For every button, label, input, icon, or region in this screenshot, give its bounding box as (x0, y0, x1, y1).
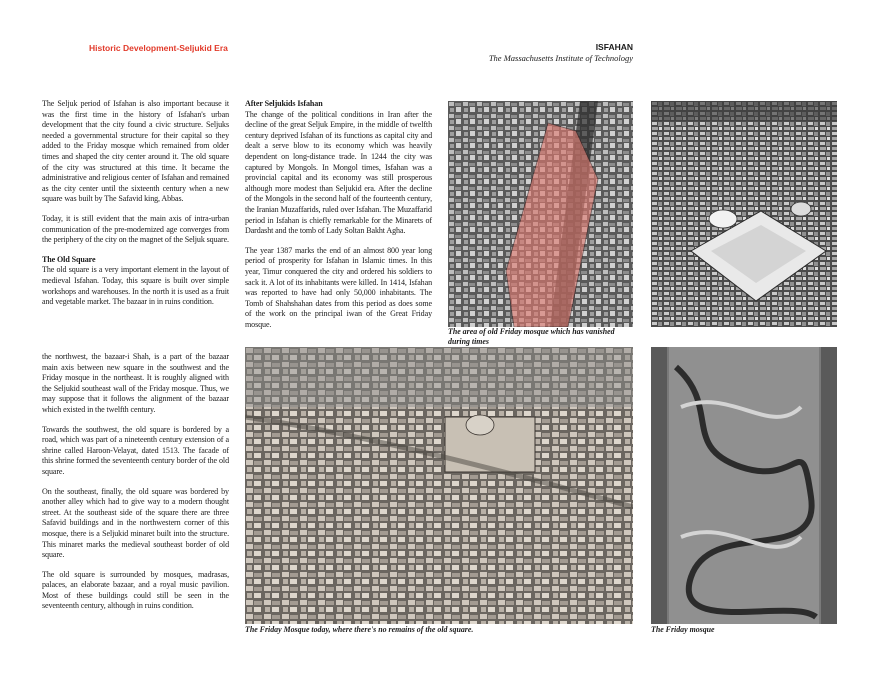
paragraph-timur: The year 1387 marks the end of an almost 800 year long period of prosperity for Isfahan in Islamic times. In this year, Timur conquered the city and ordered his soldiers to sack it. A lot of its inhabitants were killed. In 1414, Isfahan was reported to have had only 50,000 inhabitants. The Tomb of Shahshahan dates from this period as does some of the work on the principal iwan of the Great Friday mosque. (245, 245, 432, 329)
paragraph-main-axis: Today, it is still evident that the main axis of intra-urban communication of the pre-modernized age converges from the periphery of the city on the magnet of the Seljuk square. (42, 213, 229, 245)
document-title: ISFAHAN (595, 42, 633, 52)
caption-friday-mosque-detail: The Friday mosque (651, 625, 715, 634)
aerial-photo-old-mosque-area (448, 101, 633, 327)
middle-column (245, 99, 432, 339)
heading-old-square: The Old Square (42, 254, 96, 264)
caption-old-mosque-area: The area of old Friday mosque which has vanished during times (448, 327, 615, 346)
section-label: Historic Development-Seljukid Era (89, 43, 228, 53)
paragraph-seljuk-period: The Seljuk period of Isfahan is also important because it was the first time in the history of Isfahan's urban development that the city found a civic structure. Seljuks needed a governmental structure for their capital so they added to the Friday mosque which remained from older times and shaped the city center around it. The old square of the city was structured at this time. It became the administrative and religious center of Isfahan and remained as the city center until the sixteenth century when a new square was built by The Safavid king, Abbas. (42, 99, 229, 204)
paragraph-southwest: Towards the southwest, the old square is bordered by a road, which was part of a nineteenth century extension of a shrine called Haroon-Velayat, dated 1513. The facade of this shrine formed the seventeenth century border of the old square. (42, 424, 229, 476)
paragraph-old-square: The old square is a very important element in the layout of medieval Isfahan. Today, this square is built over simple workshops and warehouses. In the north it is used as a fruit and vegetable market. The bazaar in in ruins condition. (42, 265, 229, 307)
paragraph-bazaar: the northwest, the bazaar-i Shah, is a part of the bazaar main axis between new square in the southwest and the Friday mosque in the northeast. It is roughly aligned with the Seljukid southeast wall of the Friday mosque. Thus, we may suppose that it follows the alignment of the bazaar which existed in the twelfth century. (42, 352, 229, 414)
institution-name: The Massachusetts Institute of Technology (488, 53, 633, 63)
left-column-bottom (42, 352, 229, 621)
oblique-photo-mosque-courtyard (651, 101, 837, 327)
page-bottom-fade (0, 640, 879, 676)
paragraph-surroundings: The old square is surrounded by mosques, madrasas, palaces, an elaborate bazaar, and a royal music pavilion. Most of these buildings could still be seen in the seventeenth century, although in ruins condition. (42, 569, 229, 611)
photo-carved-stucco-detail (651, 347, 837, 624)
caption-friday-mosque-today: The Friday Mosque today, where there's no remains of the old square. (245, 625, 474, 634)
paragraph-southeast: On the southeast, finally, the old square was bordered by another alley which had to give way to a modern thought street. At the southeast side of the square there are three Safavid buildings and in the northwestern corner of this mosque, there is a Seljukid minaret built into the structure. This minaret marks the medieval southeast border of old square. (42, 486, 229, 560)
heading-after-seljukids: After Seljukids Isfahan (245, 99, 323, 108)
paragraph-political-change: The change of the political conditions in Iran after the decline of the great Seljuk Empire, in the middle of twelfth century deprived Isfahan of its functions as capital city and dealt a serve blow to its economy which was heavily dependent on long-distance trade. In 1244 the city was captured by Mongols. In Mongol times, Isfahan was a provincial capital and its economy was still prosperous although more modest than Seljukid era. After the decline of the Mongols in the second half of the fourteenth century, the Iranian Muzaffarids, ruled over Isfahan. The Muzaffarid period in Isfahan is chiefly remarkable for the Minarets of Dardasht and the tomb of Lady Soltan Bakht Agha. (245, 109, 432, 236)
left-column-top (42, 99, 229, 317)
aerial-photo-friday-mosque-today (245, 347, 633, 624)
